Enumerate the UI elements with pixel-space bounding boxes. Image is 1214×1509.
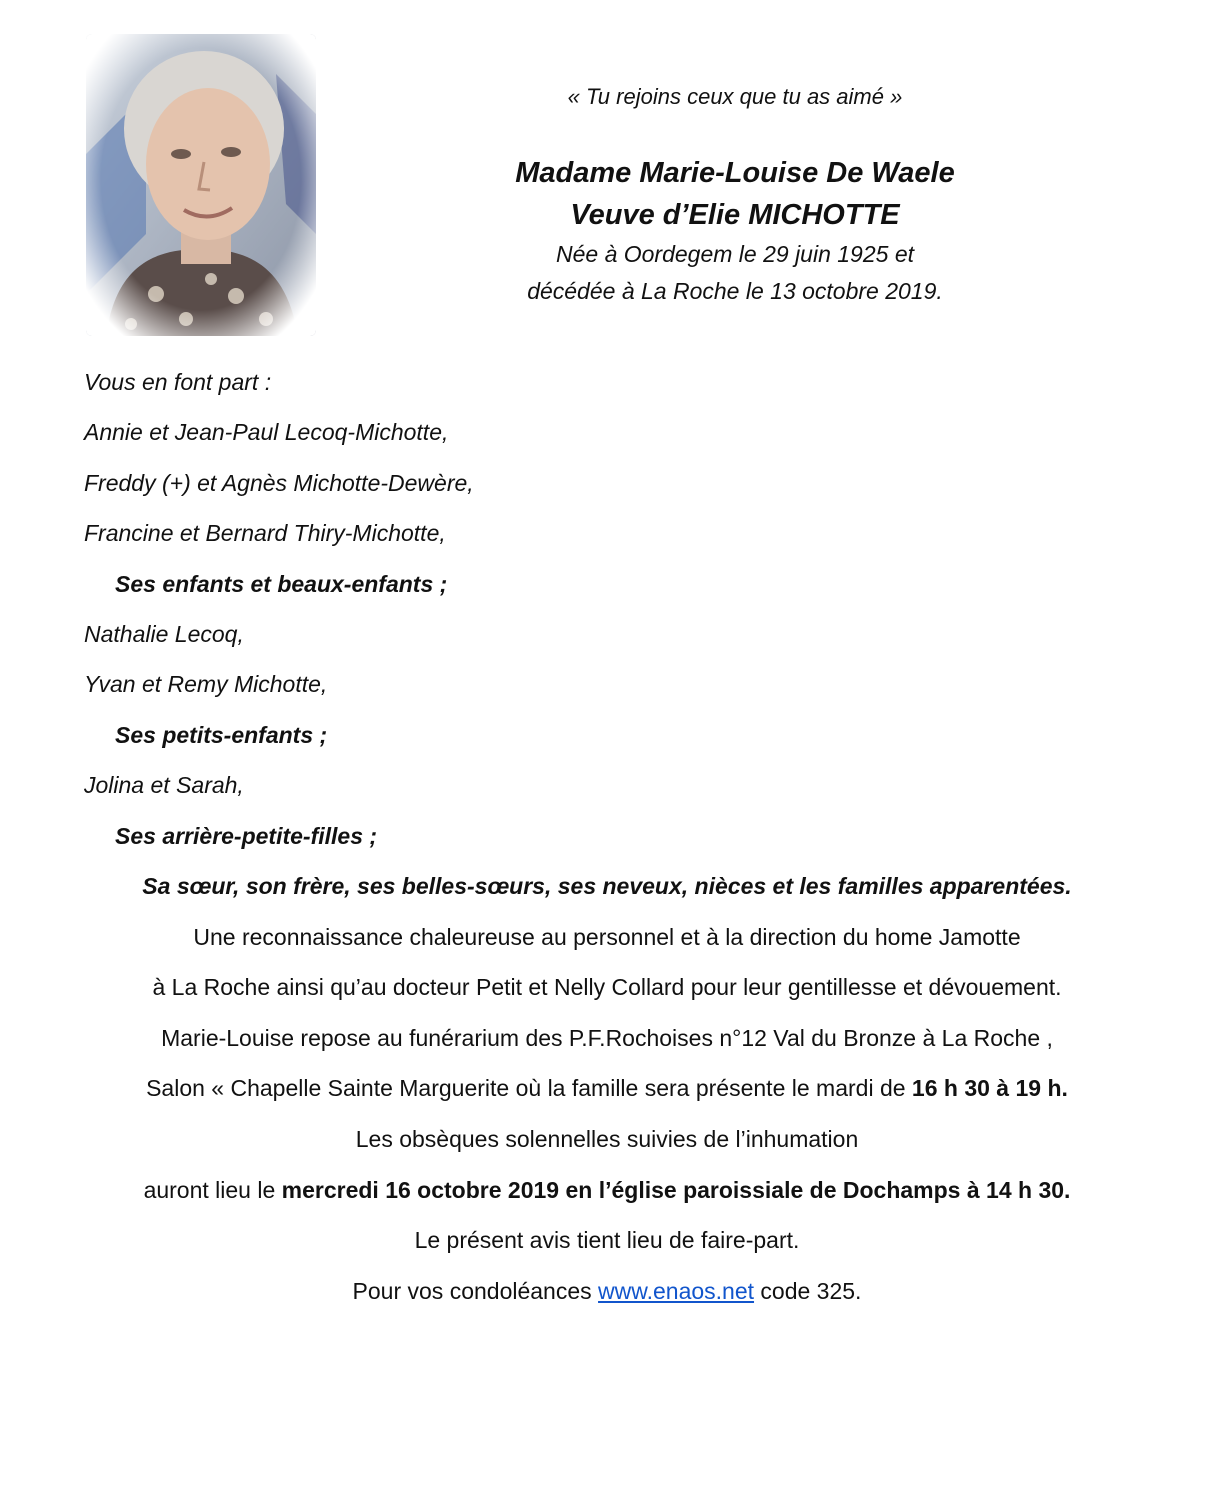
- salon-time: 16 h 30 à 19 h.: [911, 1075, 1068, 1102]
- funeral-line-1: Les obsèques solennelles suivies de l’inhumation: [355, 1125, 859, 1152]
- great-grandchildren-label: Ses arrière-petite-filles ;: [115, 822, 378, 849]
- list-item: Yvan et Remy Michotte,: [84, 671, 328, 698]
- list-item: Annie et Jean-Paul Lecoq-Michotte,: [84, 419, 449, 446]
- quote-text: « Tu rejoins ceux que tu as aimé »: [567, 84, 903, 109]
- grandchildren-label: Ses petits-enfants ;: [115, 721, 328, 748]
- rest-line: Marie-Louise repose au funérarium des P.F.Rochoises n°12 Val du Bronze à La Roche ,: [161, 1024, 1053, 1051]
- portrait-icon: [86, 34, 316, 336]
- dates-block: [480, 236, 990, 310]
- birth-line: Née à Oordegem le 29 juin 1925 et: [555, 241, 915, 267]
- funeral-when: mercredi 16 octobre 2019 en l’église paroissiale de Dochamps à 14 h 30.: [281, 1176, 1071, 1203]
- list-item: Freddy (+) et Agnès Michotte-Dewère,: [84, 469, 474, 496]
- salon-line: [0, 1063, 1214, 1114]
- deceased-name: Madame Marie-Louise De Waele: [515, 157, 955, 189]
- widow-of: Veuve d’Elie MICHOTTE: [570, 199, 900, 231]
- intro-line: Vous en font part :: [84, 369, 272, 395]
- details-block: [0, 861, 1214, 1316]
- funeral-text: auront lieu le: [143, 1176, 282, 1203]
- funeral-line-2: [0, 1165, 1214, 1216]
- salon-text: Salon « Chapelle Sainte Marguerite où la famille sera présente le mardi de: [146, 1075, 912, 1102]
- deceased-name-block: [480, 152, 990, 236]
- family-list: [84, 357, 1144, 861]
- condolences-text: Pour vos condoléances: [352, 1277, 599, 1304]
- condolences-code: code 325.: [754, 1277, 862, 1304]
- thanks-line-2: à La Roche ainsi qu’au docteur Petit et Nelly Collard pour leur gentillesse et dévouement.: [152, 974, 1062, 1001]
- epigraph-quote: [480, 84, 990, 110]
- condolences-line: [0, 1266, 1214, 1317]
- list-item: Jolina et Sarah,: [84, 772, 244, 799]
- children-label: Ses enfants et beaux-enfants ;: [115, 570, 448, 597]
- list-item: Francine et Bernard Thiry-Michotte,: [84, 520, 446, 547]
- notice-line: Le présent avis tient lieu de faire-part.: [414, 1227, 800, 1254]
- portrait-photo: [86, 34, 316, 336]
- thanks-line-1: Une reconnaissance chaleureuse au personnel et à la direction du home Jamotte: [193, 923, 1021, 950]
- relatives-line: Sa sœur, son frère, ses belles-sœurs, ses neveux, nièces et les familles apparentées.: [142, 873, 1072, 899]
- list-item: Nathalie Lecoq,: [84, 621, 244, 648]
- death-line: décédée à La Roche le 13 octobre 2019.: [527, 278, 943, 304]
- condolences-link[interactable]: www.enaos.net: [598, 1277, 755, 1304]
